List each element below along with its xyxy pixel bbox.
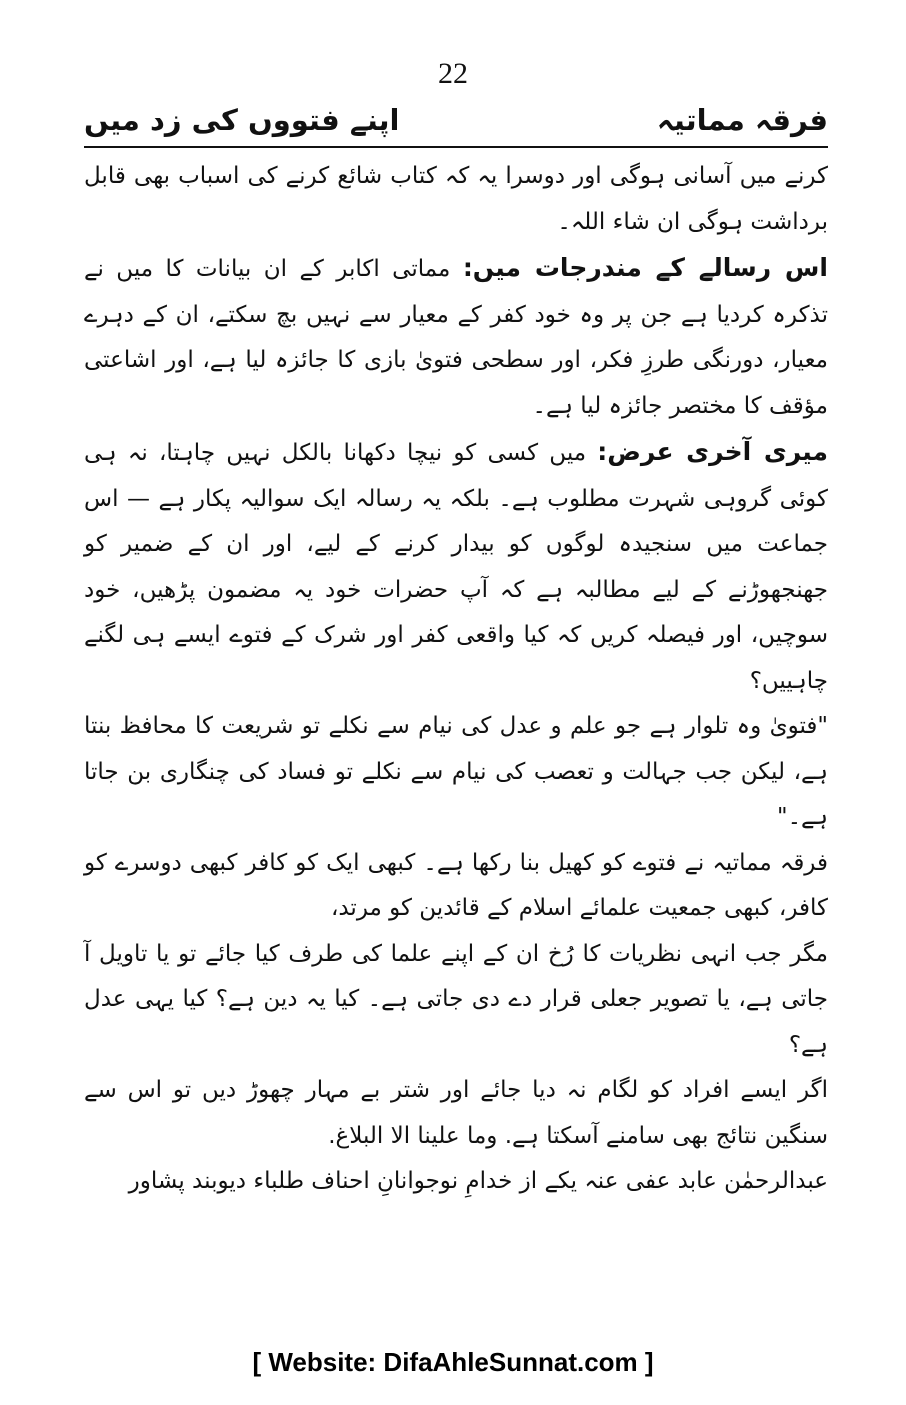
paragraph-intro: کرنے میں آسانی ہوگی اور دوسرا یہ کہ کتاب شائع کرنے کی اسباب بھی قابل برداشت ہوگی ان شاء اللہ۔ <box>84 163 828 235</box>
final-request-heading: میری آخری عرض: <box>597 437 828 466</box>
contents-text: مماتی اکابر کے ان بیانات کا میں نے تذکرہ کردیا ہے جن پر وہ خود کفر کے معیار سے نہیں بچ سکتے، ان کے دہرے معیار، دورنگی طرزِ فکر، اور سطحی فتویٰ بازی کا جائزہ لیا ہے، اور اشاعتی مؤقف کا مختصر جائزہ لیا ہے۔ <box>84 256 828 419</box>
header-book-title: فرقہ مماتیہ <box>656 103 828 137</box>
paragraph-final-request <box>84 429 828 704</box>
author-signature: عبدالرحمٰن عابد عفی عنہ یکے از خدامِ نوجوانانِ احناف طلباء دیوبند پشاور <box>128 1168 828 1194</box>
running-header <box>84 100 828 144</box>
paragraph-quote: "فتویٰ وہ تلوار ہے جو علم و عدل کی نیام سے نکلے تو شریعت کا محافظ بنتا ہے، لیکن جب جہالت و تعصب کی نیام سے نکلے تو فساد کی چنگاری بن جاتا ہے۔" <box>84 713 828 830</box>
header-divider <box>84 146 828 148</box>
page-body <box>84 154 828 1205</box>
paragraph-double-standard: مگر جب انہی نظریات کا رُخ ان کے اپنے علما کی طرف کیا جائے تو یا تاویل آ جاتی ہے، یا تصویر جعلی قرار دے دی جاتی ہے۔ کیا یہ دین ہے؟ کیا یہی عدل ہے؟ <box>84 940 828 1058</box>
final-request-text: میں کسی کو نیچا دکھانا بالکل نہیں چاہتا، نہ ہی کوئی گروہی شہرت مطلوب ہے۔ بلکہ یہ رسالہ ایک سوالیہ پکار ہے — اس جماعت میں سنجیدہ لوگوں کو بیدار کرنے کے لیے، اور ان کے ضمیر کو جھنجھوڑنے کے لیے مطالبہ ہے کہ آپ حضرات خود یہ مضمون پڑھیں، خود سوچیں، اور فیصلہ کریں کہ کیا واقعی کفر اور شرک کے فتوے ایسے ہی لگنے چاہییں؟ <box>84 440 828 694</box>
page-number: 22 <box>438 57 468 90</box>
paragraph-fatwa-game: فرقہ مماتیہ نے فتوے کو کھیل بنا رکھا ہے۔ کبھی ایک کو کافر کبھی دوسرے کو کافر، کبھی جمعیت علمائے اسلام کے قائدین کو مرتد، <box>84 849 828 921</box>
contents-heading: اس رسالے کے مندرجات میں: <box>462 253 828 282</box>
website-footer: [ Website: DifaAhleSunnat.com ] <box>252 1347 654 1377</box>
paragraph-warning: اگر ایسے افراد کو لگام نہ دیا جائے اور شتر بے مہار چھوڑ دیں تو اس سے سنگین نتائج بھی سامنے آسکتا ہے. وما علینا الا البلاغ. <box>84 1077 828 1149</box>
paragraph-contents <box>84 245 828 429</box>
header-subtitle: اپنے فتووں کی زد میں <box>84 103 400 137</box>
